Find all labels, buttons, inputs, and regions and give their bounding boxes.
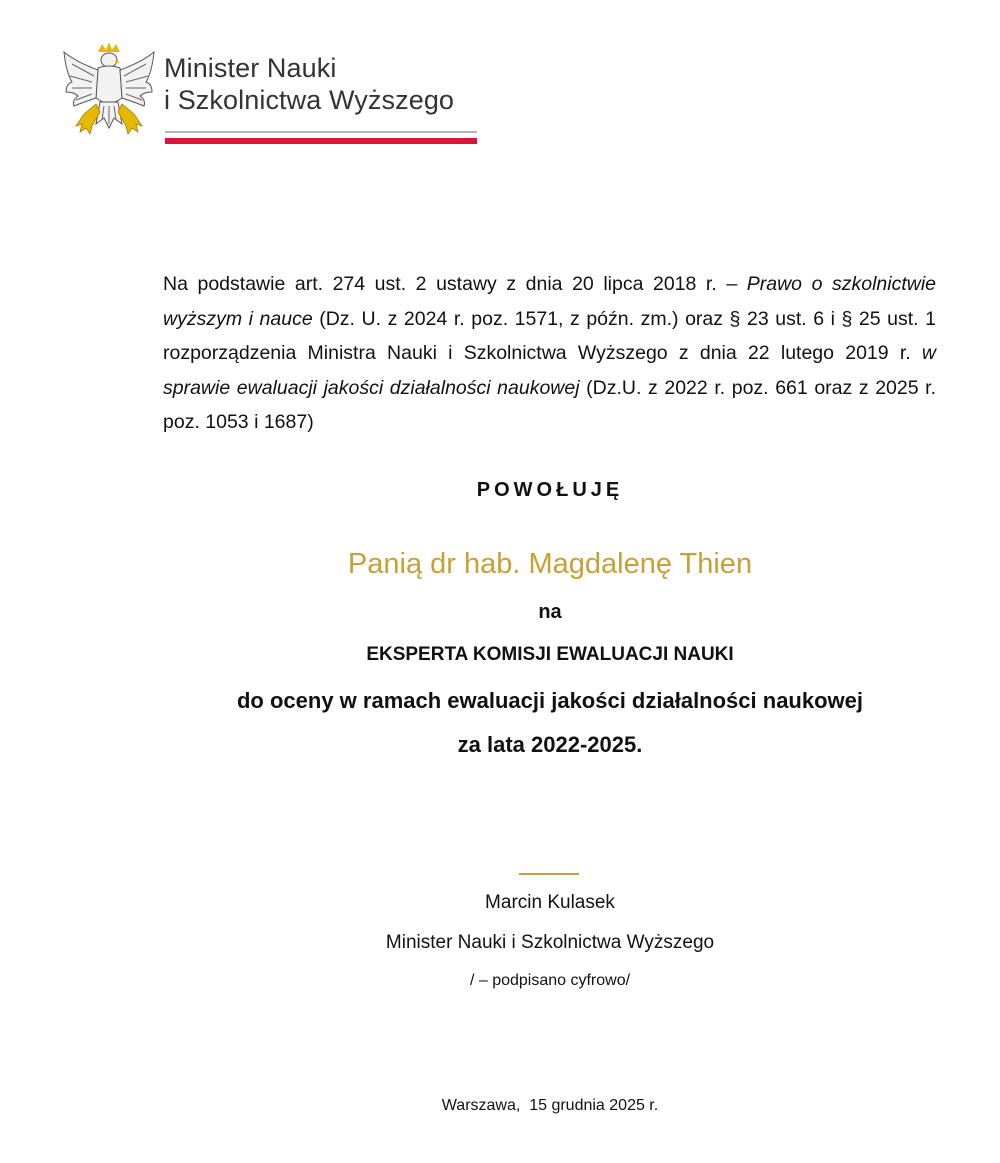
appointment-role: EKSPERTA KOMISJI EWALUACJI NAUKI: [366, 644, 734, 665]
digital-signature-note: / – podpisano cyfrowo/: [469, 972, 631, 989]
appointment-years: za lata 2022-2025.: [457, 732, 643, 757]
signer-title: Minister Nauki i Szkolnictwa Wyższego: [385, 932, 715, 953]
legal-text-3: (Dz.U. z 2022 r. poz. 661 oraz z 2025 r. poz. 1053 i 1687): [163, 376, 936, 433]
regulation-title: w sprawie ewaluacji jakości działalności naukowej: [163, 342, 936, 399]
legal-text-1: Na podstawie art. 274 ust. 2 ustawy z dnia 20 lipca 2018 r. –: [163, 273, 747, 295]
legal-act-title: Prawo o szkolnictwie wyższym i nauce: [163, 273, 937, 330]
signature-gold-rule: [519, 873, 579, 875]
header-red-rule: [165, 138, 477, 144]
ministry-name-line2: i Szkolnictwa Wyższego: [164, 85, 455, 115]
appointment-purpose: do oceny w ramach ewaluacji jakości działalności naukowej: [236, 688, 863, 713]
signer-name: Marcin Kulasek: [485, 892, 615, 913]
polish-eagle-emblem-icon: [62, 42, 156, 144]
appointment-na: na: [538, 601, 562, 623]
appoint-heading: POWOŁUJĘ: [476, 479, 624, 501]
legal-text-2: (Dz. U. z 2024 r. poz. 1571, z późn. zm.) oraz § 23 ust. 6 i § 25 ust. 1 rozporządzenia Ministra Nauki i Szkolnictwa Wyższego z dnia 22 lutego 2019 r.: [163, 307, 937, 364]
ministry-name: [164, 52, 454, 116]
header-grey-rule: [165, 131, 477, 133]
letterhead: [62, 42, 482, 152]
appointee-name: Panią dr hab. Magdalenę Thien: [347, 548, 753, 580]
place-and-date: Warszawa, 15 grudnia 2025 r.: [441, 1097, 659, 1114]
legal-basis-paragraph: [163, 267, 936, 440]
ministry-name-line1: Minister Nauki: [164, 53, 337, 83]
